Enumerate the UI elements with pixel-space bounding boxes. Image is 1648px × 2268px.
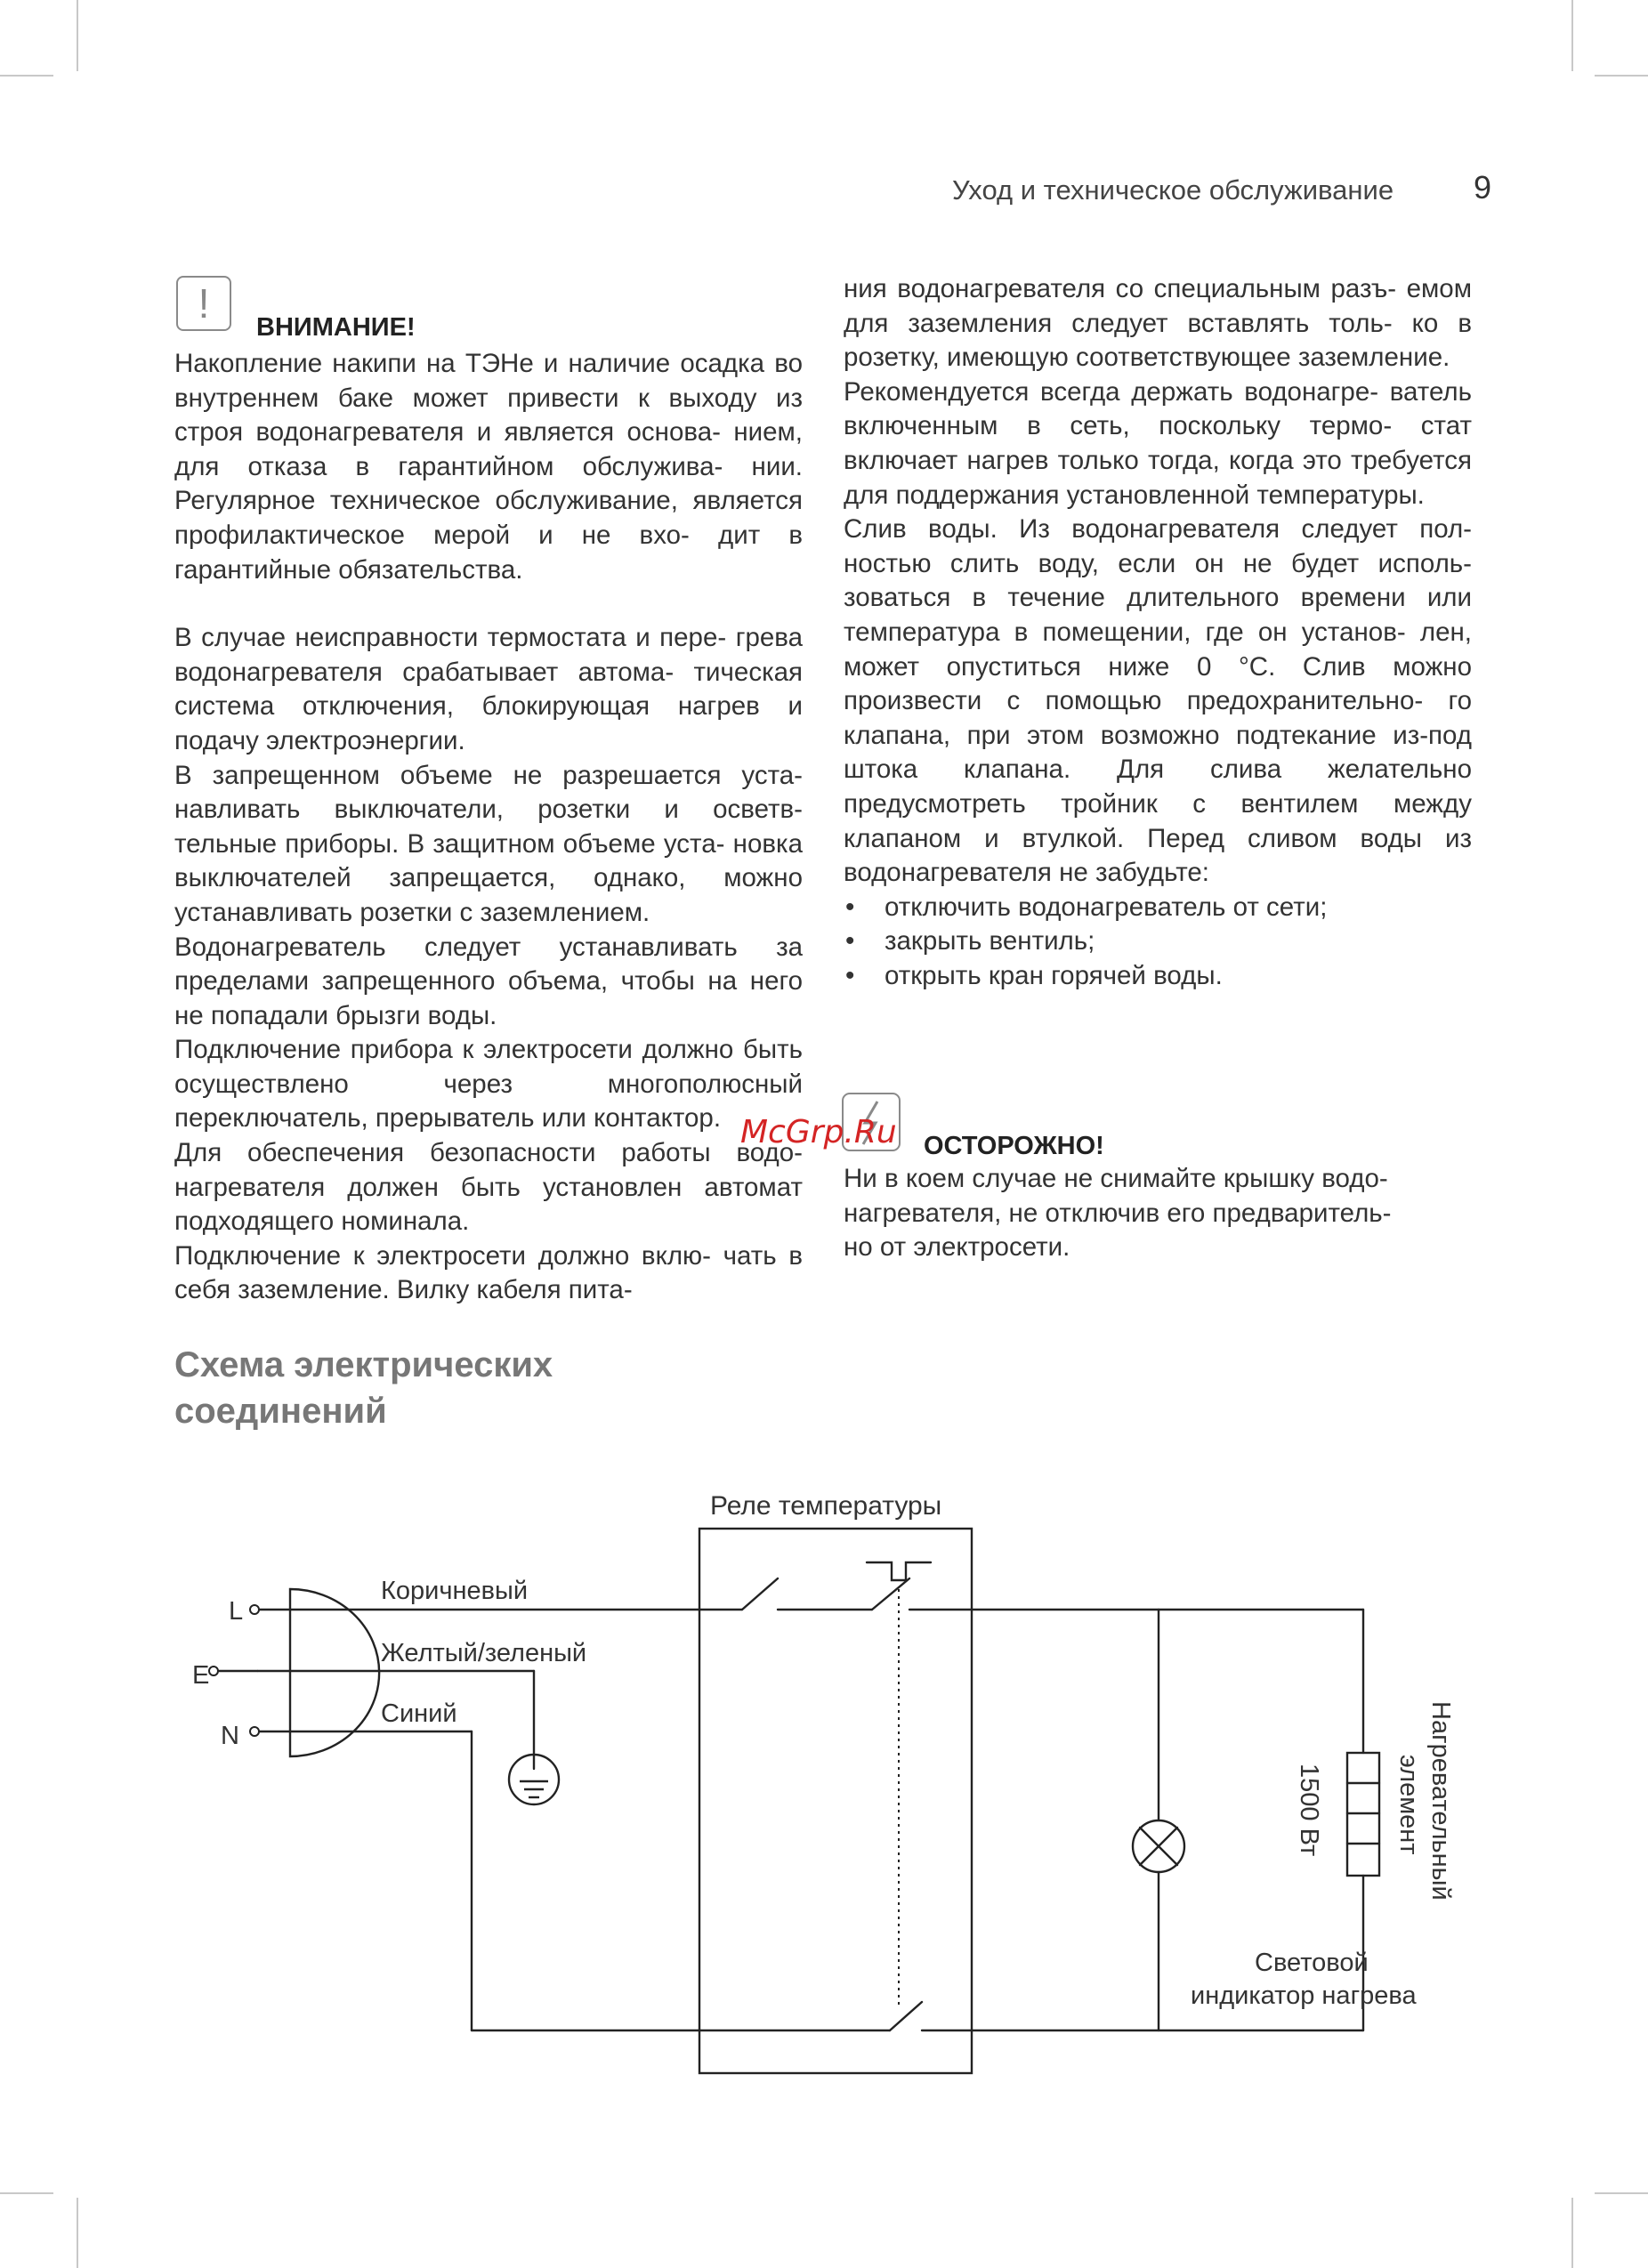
list-item: • открыть кран горячей воды. bbox=[844, 959, 1472, 994]
terminal-n-label: N bbox=[221, 1722, 239, 1750]
wire-blue-label: Синий bbox=[381, 1699, 457, 1728]
paragraph: Подключение к электросети должно вклю- чать в себя заземление. Вилку кабеля пита- bbox=[174, 1240, 803, 1305]
section-title: Схема электрических соединений bbox=[174, 1345, 553, 1431]
list-item: • закрыть вентиль; bbox=[844, 924, 1472, 959]
paragraph: Рекомендуется всегда держать водонагре- ватель включенным в сеть, поскольку термо- стат включает нагрев только тогда, когда это требуется для поддержания установленной температуры. bbox=[844, 376, 1472, 510]
wire-yellow-green-label: Желтый/зеленый bbox=[381, 1639, 587, 1667]
terminal-l bbox=[250, 1605, 259, 1614]
caution-title: ОСТОРОЖНО! bbox=[924, 1132, 1104, 1160]
heater-label-line1: Нагревательный bbox=[1426, 1701, 1455, 1901]
page-number: 9 bbox=[1474, 169, 1492, 206]
relay-label: Реле температуры bbox=[710, 1491, 942, 1521]
heater-power-label: 1500 Вт bbox=[1295, 1764, 1323, 1857]
watermark: McGrp.Ru bbox=[740, 1114, 897, 1150]
running-header: Уход и техническое обслуживание bbox=[952, 174, 1394, 206]
attention-text: Накопление накипи на ТЭНе и наличие осадка во внутреннем баке может привести к выходу из строя водонагревателя и является основа- нием, для отказа в гарантийном обслужива- нии. Регулярное техническое обслуживание, является профилактическое мерой и не вхо- дит в гарантийные обязательства. bbox=[174, 349, 804, 585]
terminal-n bbox=[250, 1727, 259, 1736]
terminal-e bbox=[209, 1667, 218, 1675]
attention-title: ВНИМАНИЕ! bbox=[256, 313, 416, 342]
indicator-label-line2: индикатор нагрева bbox=[1191, 1981, 1417, 2010]
caution-text: Ни в коем случае не снимайте крышку водо- нагревателя, не отключив его предваритель- но от электросети. bbox=[844, 1164, 1392, 1263]
thermostat-symbol bbox=[867, 1562, 931, 1580]
wire-brown-label: Коричневый bbox=[381, 1577, 529, 1605]
exclamation-icon: ! bbox=[176, 276, 231, 331]
paragraph: Водонагреватель следует устанавливать за пределами запрещенного объема, чтобы на него не попадали брызги воды. bbox=[174, 932, 803, 1030]
paragraph: Слив воды. Из водонагревателя следует пол- ностью слить воду, если он не будет исполь- зоваться в течение длительного времени или температура в помещении, где он установ- лен, может опуститься ниже 0 °C. Слив можно произвести с помощью предохранительно- го клапана, при этом возможно подтекание из-под штока клапана. Для слива желательно предусмотреть тройник с вентилем между клапаном и втулкой. Перед сливом воды из водонагревателя не забудьте: bbox=[844, 514, 1473, 888]
paragraph: Для обеспечения безопасности работы водо- нагревателя должен быть установлен автомат подходящего номинала. bbox=[174, 1138, 803, 1237]
heater-label-line2: элемент bbox=[1394, 1755, 1423, 1855]
paragraph: Подключение прибора к электросети должно быть осуществлено через многополюсный переключатель, прерыватель или контактор. bbox=[174, 1035, 803, 1134]
relay-switch-left bbox=[742, 1578, 778, 1610]
indicator-label-line1: Световой bbox=[1255, 1949, 1369, 1977]
relay-switch-right bbox=[872, 1578, 909, 1610]
paragraph: В запрещенном объеме не разрешается уста- навливать выключатели, розетки и осветв- тельные приборы. В защитном объеме уста- новка выключателей запрещается, однако, можно устанавливать розетки с заземлением. bbox=[174, 760, 803, 927]
relay-switch-bottom bbox=[890, 2002, 922, 2030]
list-item: • отключить водонагреватель от сети; bbox=[844, 891, 1472, 925]
terminal-e-label: E bbox=[192, 1661, 210, 1690]
paragraph: В случае неисправности термостата и пере- грева водонагревателя срабатывает автома- тическая система отключения, блокирующая нагрев и подачу электроэнергии. bbox=[174, 623, 804, 755]
terminal-l-label: L bbox=[229, 1597, 244, 1626]
paragraph: ния водонагревателя со специальным разъ- емом для заземления следует вставлять толь- ко в розетку, имеющую соответствующее заземление. bbox=[844, 274, 1472, 373]
